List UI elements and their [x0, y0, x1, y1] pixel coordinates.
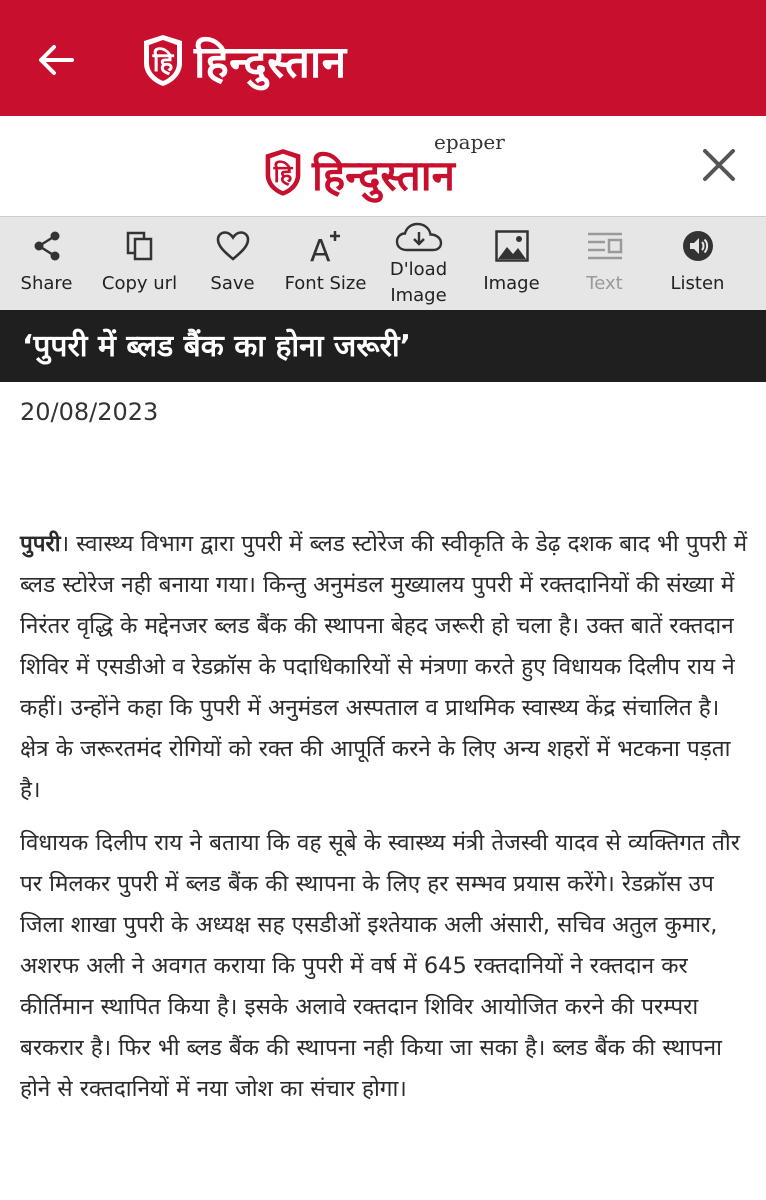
share-icon: [31, 230, 63, 262]
heart-icon: [216, 230, 250, 262]
image-icon: [495, 230, 529, 262]
epaper-shield-icon: [262, 146, 304, 198]
download-image-button[interactable]: [372, 217, 465, 311]
svg-text:हि: हि: [152, 48, 174, 78]
svg-text:हि: हि: [273, 160, 293, 189]
download-image-label: [390, 257, 447, 309]
copy-url-label: Copy url: [101, 273, 178, 294]
article-paragraph: [20, 524, 750, 811]
brand-name: हिन्दुस्तान: [194, 37, 347, 88]
epaper-brand-name: हिन्दुस्तान: [312, 151, 455, 200]
download-label-line2: Image: [390, 285, 447, 307]
copy-url-button[interactable]: [93, 217, 186, 311]
article-lead-word: पुपरी: [20, 531, 61, 557]
font-size-label: Font Size: [284, 273, 367, 294]
paragraph-1-text: । स्वास्थ्य विभाग द्वारा पुपरी में ब्लड स्टोरेज की स्वीकृति के डेढ़ दशक बाद भी पुपरी में ब्लड स्टोरेज नही बनाया गया। किन्तु अनुमंडल मुख्यालय पुपरी में रक्तदानियों की संख्या में निरंतर वृद्धि के मद्देनजर ब्लड बैंक की स्थापना बेहद जरूरी हो चला है। उक्त बातें रक्तदान शिविर में एसडीओ व रेडक्रॉस के पदाधिकारियों से मंत्रणा करते हुए विधायक दिलीप राय ने कहीं। उन्होंने कहा कि पुपरी में अनुमंडल अस्पताल व प्राथमिक स्वास्थ्य केंद्र संचालित है। क्षेत्र के जरूरतमंद रोगियों को रक्त की आपूर्ति करने के लिए अन्य शहरों में भटकना पड़ता है।: [20, 531, 748, 803]
app-bar: [0, 0, 766, 116]
article-body: [20, 524, 750, 1122]
listen-button[interactable]: [651, 217, 744, 311]
svg-text:A: A: [309, 234, 331, 263]
text-label: Text: [586, 273, 623, 294]
share-button[interactable]: [0, 217, 93, 311]
article-title: ‘पुपरी में ब्लड बैंक का होना जरूरी’: [22, 329, 412, 364]
back-arrow-icon: [34, 38, 78, 82]
speaker-icon: [682, 230, 714, 262]
font-size-icon: [309, 229, 343, 263]
text-icon: [587, 231, 623, 261]
save-label: Save: [210, 273, 255, 294]
listen-label: Listen: [670, 273, 725, 294]
image-label: Image: [483, 273, 540, 294]
close-icon: [700, 146, 738, 184]
article-toolbar: [0, 216, 766, 311]
article-title-bar: [0, 310, 766, 382]
article-date: 20/08/2023: [20, 398, 159, 426]
brand-logo: [140, 30, 347, 90]
image-button[interactable]: [465, 217, 558, 311]
close-button[interactable]: [700, 146, 738, 184]
save-button[interactable]: [186, 217, 279, 311]
cloud-download-icon: [395, 222, 443, 254]
copy-icon: [124, 230, 156, 262]
download-label-line1: D'load: [389, 259, 448, 280]
epaper-label: epaper: [434, 130, 505, 154]
back-button[interactable]: [34, 38, 78, 82]
text-button[interactable]: [558, 217, 651, 311]
font-size-button[interactable]: [279, 217, 372, 311]
share-label: Share: [20, 273, 73, 294]
article-paragraph-2: विधायक दिलीप राय ने बताया कि वह सूबे के स्वास्थ्य मंत्री तेजस्वी यादव से व्यक्तिगत तौर पर मिलकर पुपरी में ब्लड बैंक की स्थापना के लिए हर सम्भव प्रयास करेंगे। रेडक्रॉस उप जिला शाखा पुपरी के अध्यक्ष सह एसडीओं इश्तेयाक अली अंसारी, सचिव अतुल कुमार, अशरफ अली ने अवगत कराया कि पुपरी में वर्ष में 645 रक्तदानियों ने रक्तदान कर कीर्तिमान स्थापित किया है। इसके अलावे रक्तदान शिविर आयोजित करने की परम्परा बरकरार है। फिर भी ब्लड बैंक की स्थापना नही किया जा सका है। ब्लड बैंक की स्थापना होने से रक्तदानियों में नया जोश का संचार होगा।: [20, 830, 740, 1102]
brand-shield-icon: [140, 33, 186, 87]
